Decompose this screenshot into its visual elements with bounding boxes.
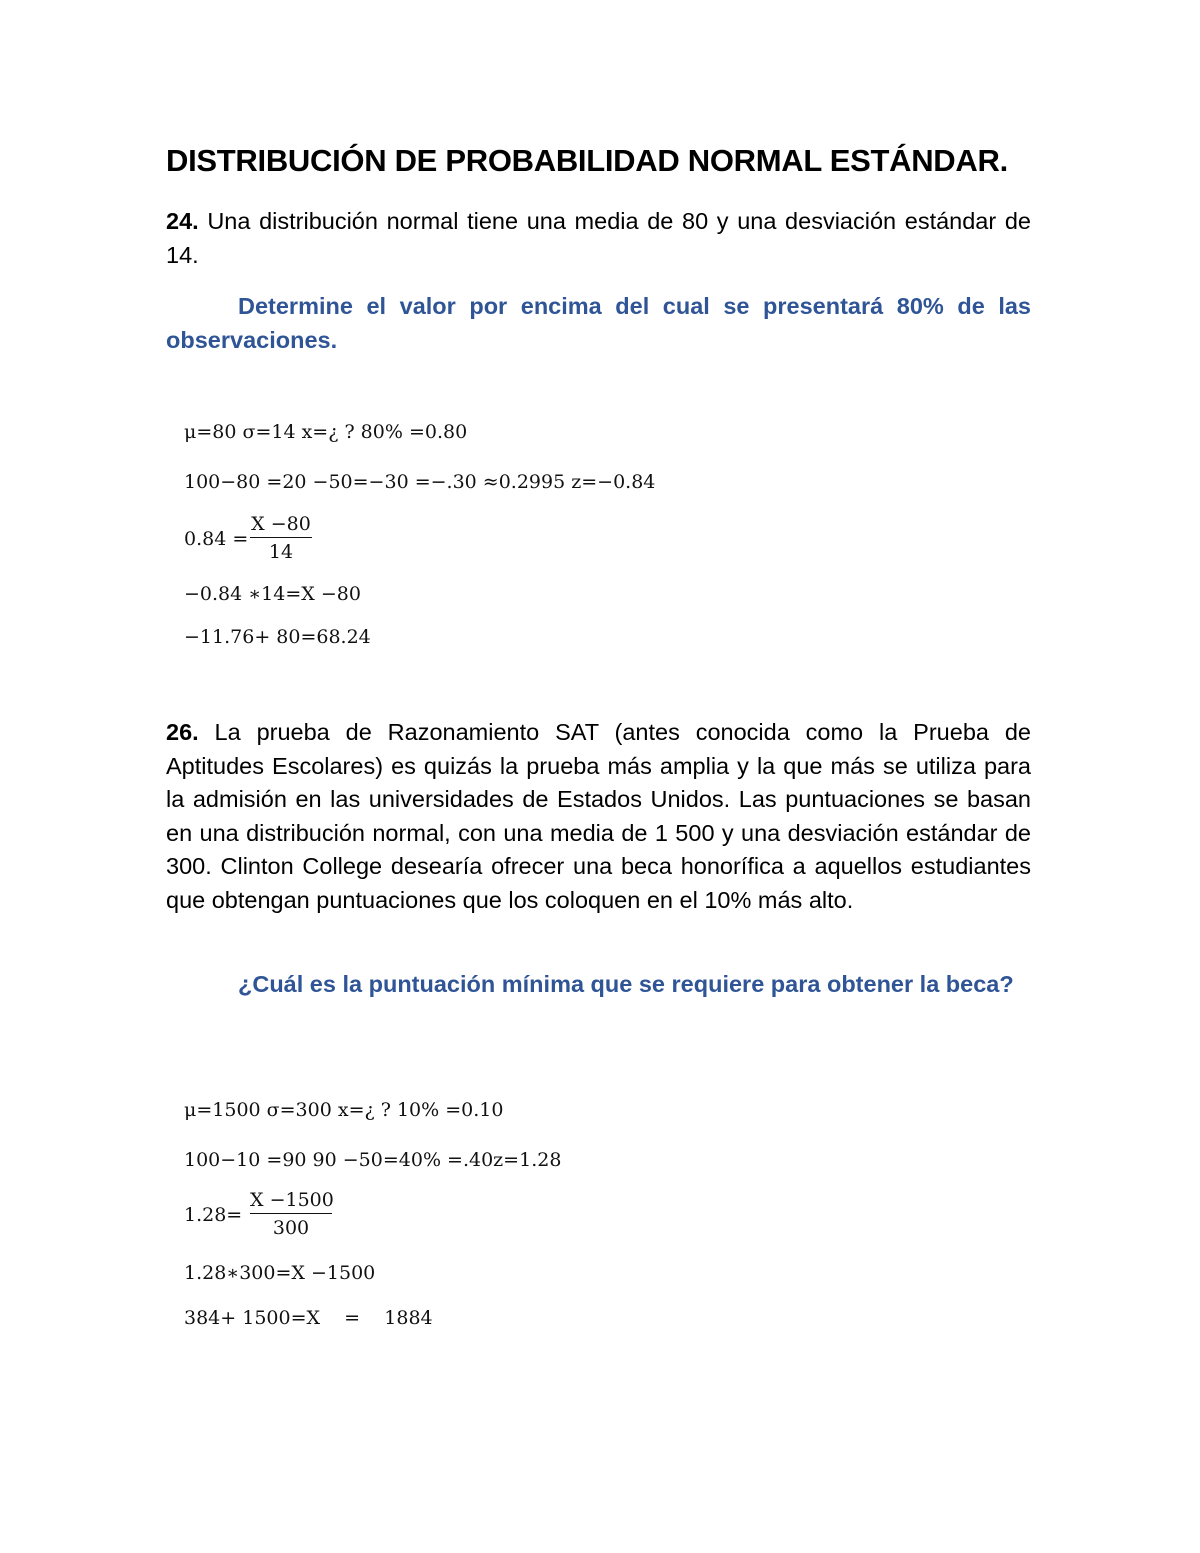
problem-26-step-2: 100−10 =90 90 −50=40% =.40z=1.28 — [184, 1149, 562, 1171]
document-title: DISTRIBUCIÓN DE PROBABILIDAD NORMAL ESTÁNDAR. — [166, 143, 1008, 178]
problem-24-number: 24. — [166, 208, 199, 234]
fraction-bar — [250, 537, 312, 538]
problem-24-step-2: 100−80 =20 −50=−30 =−.30 ≈0.2995 z=−0.84 — [184, 471, 656, 493]
problem-26-step-4: 1.28∗300=X −1500 — [184, 1262, 376, 1284]
problem-24-question: Determine el valor por encima del cual se presentará 80% de las observaciones. — [166, 293, 1031, 353]
problem-24-statement — [166, 205, 1031, 272]
problem-24-step-1: μ=80 σ=14 x=¿ ? 80% =0.80 — [184, 421, 468, 443]
fraction-lhs: 0.84 = — [184, 528, 249, 550]
fraction-bar — [250, 1213, 332, 1214]
fraction-lhs: 1.28= — [184, 1204, 243, 1226]
problem-26-step-5: 384+ 1500=X = 1884 — [184, 1307, 433, 1329]
problem-26-text: La prueba de Razonamiento SAT (antes conocida como la Prueba de Aptitudes Escolares) es quizás la prueba más amplia y la que más se utiliza para la admisión en las universidades de Estados Unidos. Las puntuaciones se basan en una distribución normal, con una media de 1 500 y una desviación estándar de 300. Clinton College desearía ofrecer una beca honorífica a aquellos estudiantes que obtengan puntuaciones que los coloquen en el 10% más alto. — [166, 719, 1031, 913]
fraction-numerator: X −80 — [251, 513, 311, 535]
problem-24-step-5: −11.76+ 80=68.24 — [184, 626, 371, 648]
problem-26-statement — [166, 716, 1031, 917]
problem-26-number: 26. — [166, 719, 199, 745]
problem-24-text: Una distribución normal tiene una media de 80 y una desviación estándar de 14. — [166, 208, 1031, 268]
problem-26-step-1: μ=1500 σ=300 x=¿ ? 10% =0.10 — [184, 1099, 504, 1121]
fraction-numerator: X −1500 — [250, 1189, 334, 1211]
problem-24-step-4: −0.84 ∗14=X −80 — [184, 583, 361, 605]
problem-26-question: ¿Cuál es la puntuación mínima que se requiere para obtener la beca? — [238, 971, 1014, 997]
fraction-denominator: 300 — [272, 1217, 310, 1239]
fraction-denominator: 14 — [268, 541, 294, 563]
